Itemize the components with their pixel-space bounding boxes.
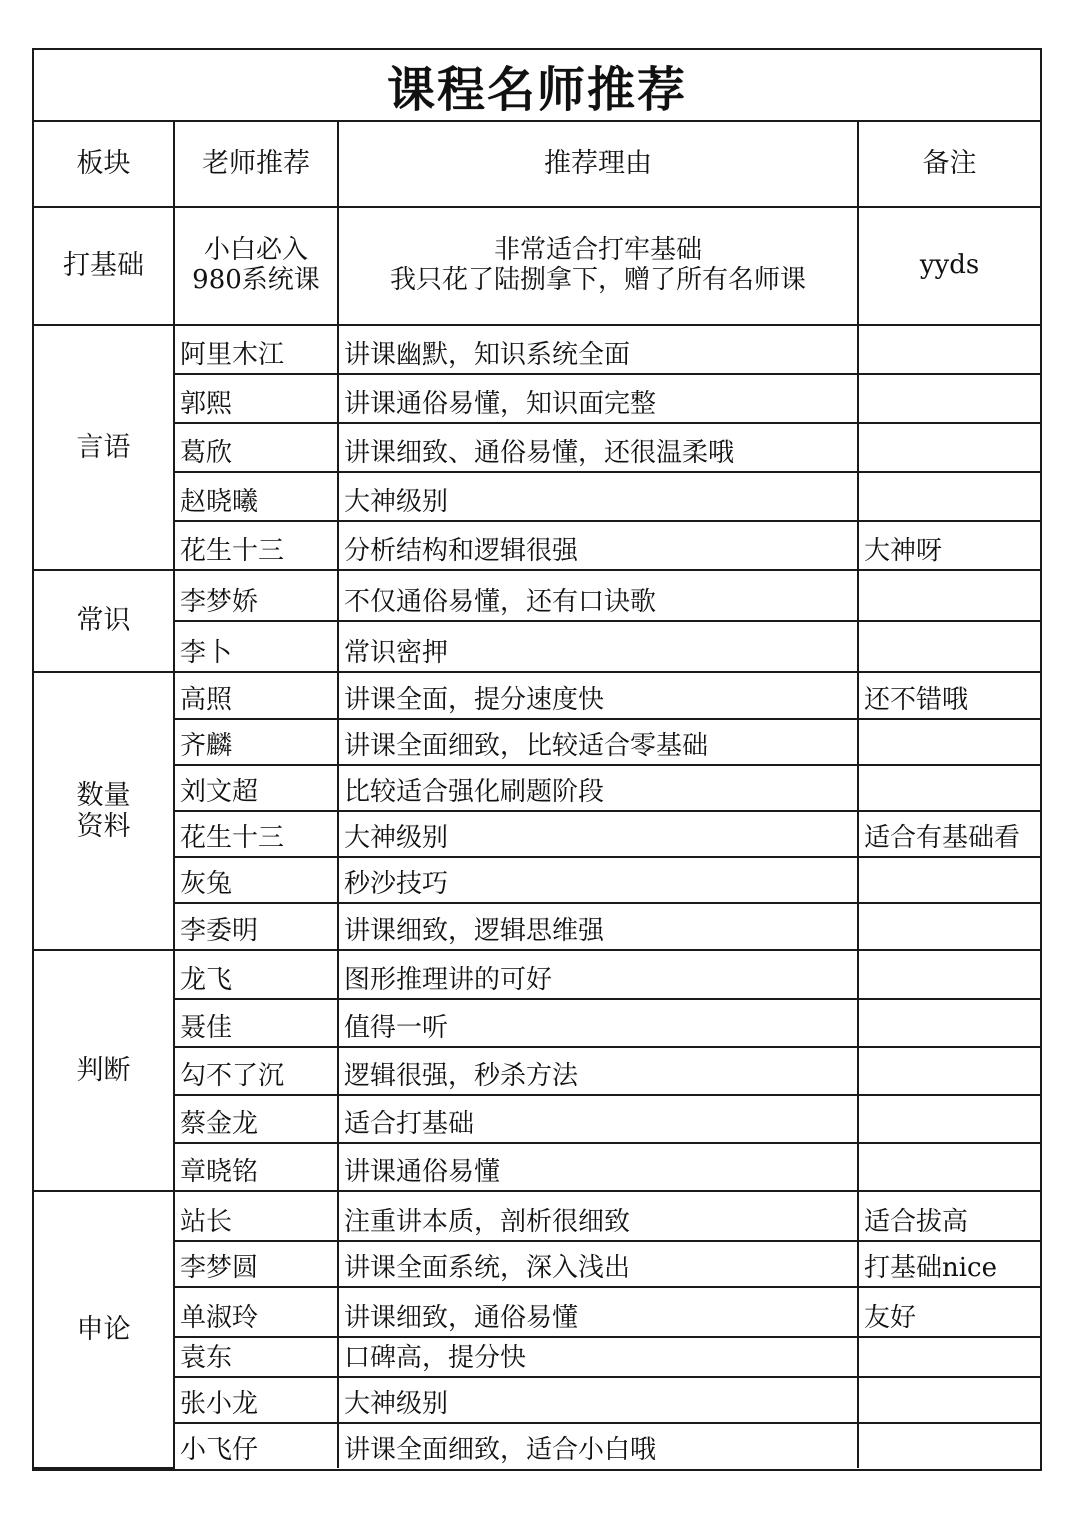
reason-cell: 比较适合强化刷题阶段 — [338, 765, 858, 811]
teacher-cell: 李卜 — [174, 621, 338, 672]
reason-line: 我只花了陆捌拿下，赠了所有名师课 — [389, 265, 806, 295]
reason-cell: 讲课全面系统，深入浅出 — [338, 1241, 858, 1287]
table-row — [34, 719, 1040, 765]
table-row — [34, 1241, 1040, 1287]
note-cell — [858, 423, 1040, 472]
header-note: 备注 — [858, 122, 1040, 207]
teacher-cell: 郭熙 — [174, 374, 338, 423]
teacher-cell — [174, 207, 338, 325]
note-cell — [858, 903, 1040, 950]
note-cell: 友好 — [858, 1287, 1040, 1337]
teacher-cell: 李委明 — [174, 903, 338, 950]
teacher-cell: 花生十三 — [174, 521, 338, 570]
reason-cell: 不仅通俗易懂，还有口诀歌 — [338, 570, 858, 621]
teacher-cell: 单淑玲 — [174, 1287, 338, 1337]
teacher-cell: 齐麟 — [174, 719, 338, 765]
teacher-cell: 葛欣 — [174, 423, 338, 472]
teacher-cell: 高照 — [174, 672, 338, 719]
table-row — [34, 1095, 1040, 1143]
section-name: 判断 — [34, 950, 174, 1191]
teacher-cell: 张小龙 — [174, 1377, 338, 1423]
note-cell — [858, 621, 1040, 672]
table-row — [34, 621, 1040, 672]
table-row — [34, 374, 1040, 423]
note-cell — [858, 1047, 1040, 1095]
table-row — [34, 521, 1040, 570]
note-cell — [858, 1143, 1040, 1191]
teacher-cell: 聂佳 — [174, 999, 338, 1047]
table-row — [34, 999, 1040, 1047]
reason-cell: 大神级别 — [338, 472, 858, 521]
teacher-cell: 章晓铭 — [174, 1143, 338, 1191]
note-cell — [858, 857, 1040, 903]
note-cell: 大神呀 — [858, 521, 1040, 570]
section-name: 申论 — [34, 1191, 174, 1468]
table-row — [34, 672, 1040, 719]
reason-cell: 讲课全面细致，适合小白哦 — [338, 1423, 858, 1468]
note-cell: 打基础nice — [858, 1241, 1040, 1287]
teacher-cell: 李梦圆 — [174, 1241, 338, 1287]
table-row — [34, 857, 1040, 903]
reason-cell: 常识密押 — [338, 621, 858, 672]
table-row — [34, 811, 1040, 857]
header-section: 板块 — [34, 122, 174, 207]
reason-cell: 注重讲本质，剖析很细致 — [338, 1191, 858, 1241]
recommendation-sheet — [32, 48, 1042, 1471]
table-row — [34, 903, 1040, 950]
section-name: 打基础 — [34, 207, 174, 325]
teacher-cell: 赵晓曦 — [174, 472, 338, 521]
note-cell — [858, 950, 1040, 999]
reason-cell: 逻辑很强，秒杀方法 — [338, 1047, 858, 1095]
teacher-line: 小白必入 — [203, 235, 308, 266]
note-cell — [858, 1377, 1040, 1423]
table-row — [34, 950, 1040, 999]
note-cell: yyds — [858, 207, 1040, 325]
table-row — [34, 1287, 1040, 1337]
note-cell — [858, 570, 1040, 621]
teacher-cell: 小飞仔 — [174, 1423, 338, 1468]
page-title: 课程名师推荐 — [34, 50, 1040, 122]
teacher-cell: 蔡金龙 — [174, 1095, 338, 1143]
reason-line: 非常适合打牢基础 — [493, 235, 702, 266]
section-name: 言语 — [34, 325, 174, 570]
header-reason: 推荐理由 — [338, 122, 858, 207]
note-cell — [858, 325, 1040, 374]
table-row — [34, 1047, 1040, 1095]
note-cell: 适合拔高 — [858, 1191, 1040, 1241]
table-row — [34, 423, 1040, 472]
reason-cell: 讲课细致，通俗易懂 — [338, 1287, 858, 1337]
reason-cell: 适合打基础 — [338, 1095, 858, 1143]
teacher-cell: 灰兔 — [174, 857, 338, 903]
reason-cell: 讲课细致、通俗易懂，还很温柔哦 — [338, 423, 858, 472]
table-row — [34, 1143, 1040, 1191]
teacher-cell: 龙飞 — [174, 950, 338, 999]
teacher-cell: 刘文超 — [174, 765, 338, 811]
teacher-cell: 花生十三 — [174, 811, 338, 857]
table-row — [34, 1337, 1040, 1377]
note-cell — [858, 1423, 1040, 1468]
header-teacher: 老师推荐 — [174, 122, 338, 207]
reason-cell: 口碑高，提分快 — [338, 1337, 858, 1377]
reason-cell: 讲课全面细致，比较适合零基础 — [338, 719, 858, 765]
teacher-cell: 阿里木江 — [174, 325, 338, 374]
note-cell — [858, 719, 1040, 765]
table-row — [34, 1377, 1040, 1423]
teacher-table — [34, 122, 1040, 1469]
section-name: 常识 — [34, 570, 174, 672]
table-row — [34, 1423, 1040, 1468]
reason-cell: 讲课通俗易懂，知识面完整 — [338, 374, 858, 423]
teacher-cell: 李梦娇 — [174, 570, 338, 621]
reason-cell: 图形推理讲的可好 — [338, 950, 858, 999]
header-row — [34, 122, 1040, 207]
table-row — [34, 765, 1040, 811]
section-name-line: 资料 — [76, 811, 131, 842]
section-name-line: 数量 — [76, 779, 131, 811]
reason-cell: 讲课全面，提分速度快 — [338, 672, 858, 719]
reason-cell: 大神级别 — [338, 1377, 858, 1423]
reason-cell: 讲课通俗易懂 — [338, 1143, 858, 1191]
reason-cell: 值得一听 — [338, 999, 858, 1047]
table-row — [34, 325, 1040, 374]
teacher-cell: 站长 — [174, 1191, 338, 1241]
table-row — [34, 1191, 1040, 1241]
note-cell — [858, 999, 1040, 1047]
teacher-cell: 勾不了沉 — [174, 1047, 338, 1095]
note-cell — [858, 1095, 1040, 1143]
note-cell — [858, 765, 1040, 811]
teacher-cell: 袁东 — [174, 1337, 338, 1377]
reason-cell: 大神级别 — [338, 811, 858, 857]
reason-cell: 讲课幽默，知识系统全面 — [338, 325, 858, 374]
intro-row — [34, 207, 1040, 325]
note-cell — [858, 1337, 1040, 1377]
reason-cell: 分析结构和逻辑很强 — [338, 521, 858, 570]
note-cell — [858, 374, 1040, 423]
reason-cell: 秒沙技巧 — [338, 857, 858, 903]
teacher-line: 980系统课 — [192, 265, 320, 295]
reason-cell: 讲课细致，逻辑思维强 — [338, 903, 858, 950]
note-cell: 还不错哦 — [858, 672, 1040, 719]
reason-cell — [338, 207, 858, 325]
note-cell — [858, 472, 1040, 521]
table-row — [34, 472, 1040, 521]
table-row — [34, 570, 1040, 621]
note-cell: 适合有基础看 — [858, 811, 1040, 857]
section-name — [34, 672, 174, 950]
